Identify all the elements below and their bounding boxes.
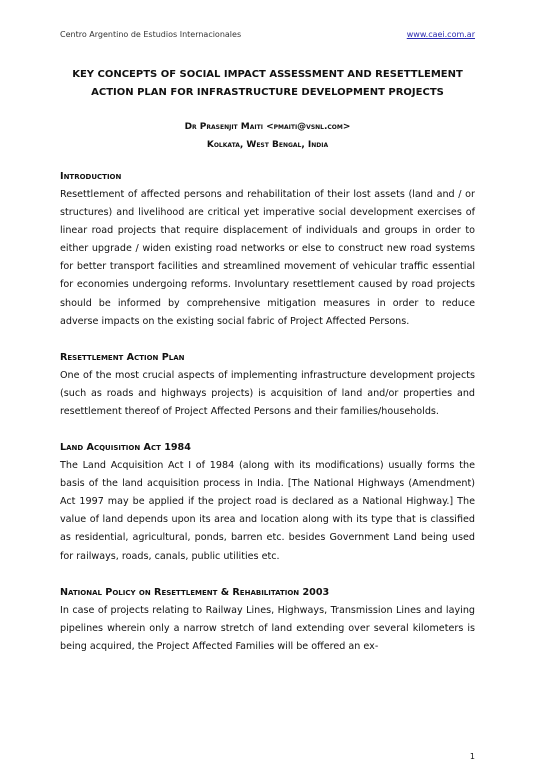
section-heading: Resettlement Action Plan — [60, 351, 185, 363]
section-land-acquisition-act — [60, 439, 475, 566]
section-introduction — [60, 168, 475, 331]
section-paragraph: The Land Acquisition Act I of 1984 (along with its modifications) usually forms the basis of the land acquisition process in India. [The National Highways (Amendment) Act 1997 may be applied if the project road is declared as a National Highway.] The value of land depends upon its area and location along with its type that is classified as residential, agricultural, ponds, barren etc. besides Government Land being used for railways, roads, canals, public utilities etc. — [60, 460, 475, 562]
section-heading: National Policy on Resettlement & Rehabilitation 2003 — [60, 586, 330, 598]
section-heading: Land Acquisition Act 1984 — [60, 442, 191, 454]
section-resettlement-action-plan — [60, 349, 475, 421]
header-url-link[interactable]: www.caei.com.ar — [406, 30, 475, 39]
section-paragraph: In case of projects relating to Railway Lines, Highways, Transmission Lines and laying pipelines wherein only a narrow stretch of land extending over several kilometers is being acquired, the Project Affected Families will be offered an ex- — [60, 604, 475, 652]
author-name: Dr Prasenjit Maiti <pmaiti@vsnl.com> — [184, 122, 351, 132]
page-number: 1 — [469, 752, 475, 761]
document-body — [60, 168, 475, 674]
section-paragraph: Resettlement of affected persons and rehabilitation of their lost assets (land and / or structures) and livelihood are critical yet imperative social development exercises of linear road projects that require displacement of individuals and groups in order to either upgrade / widen existing road networks or else to construct new road systems for better transport facilities and streamlined movement of vehicular traffic essential for economies undergoing reforms. Involuntary resettlement caused by road projects should be informed by comprehensive mitigation measures in order to reduce adverse impacts on the existing social fabric of Project Affected Persons. — [60, 189, 475, 327]
title-line-2: ACTION PLAN FOR INFRASTRUCTURE DEVELOPMENT PROJECTS — [91, 87, 444, 98]
title-line-1: KEY CONCEPTS OF SOCIAL IMPACT ASSESSMENT AND RESETTLEMENT — [72, 69, 463, 80]
section-paragraph: One of the most crucial aspects of implementing infrastructure development projects (such as roads and highways projects) is acquisition of land and/or properties and resettlement thereof of Project Affected Persons and their families/households. — [60, 369, 475, 417]
author-block — [60, 118, 475, 154]
section-national-policy — [60, 584, 475, 656]
page-header — [60, 30, 475, 39]
author-location: Kolkata, West Bengal, India — [206, 140, 329, 150]
section-heading: Introduction — [60, 171, 122, 182]
document-title — [60, 66, 475, 102]
header-org: Centro Argentino de Estudios Internacionales — [60, 30, 242, 39]
